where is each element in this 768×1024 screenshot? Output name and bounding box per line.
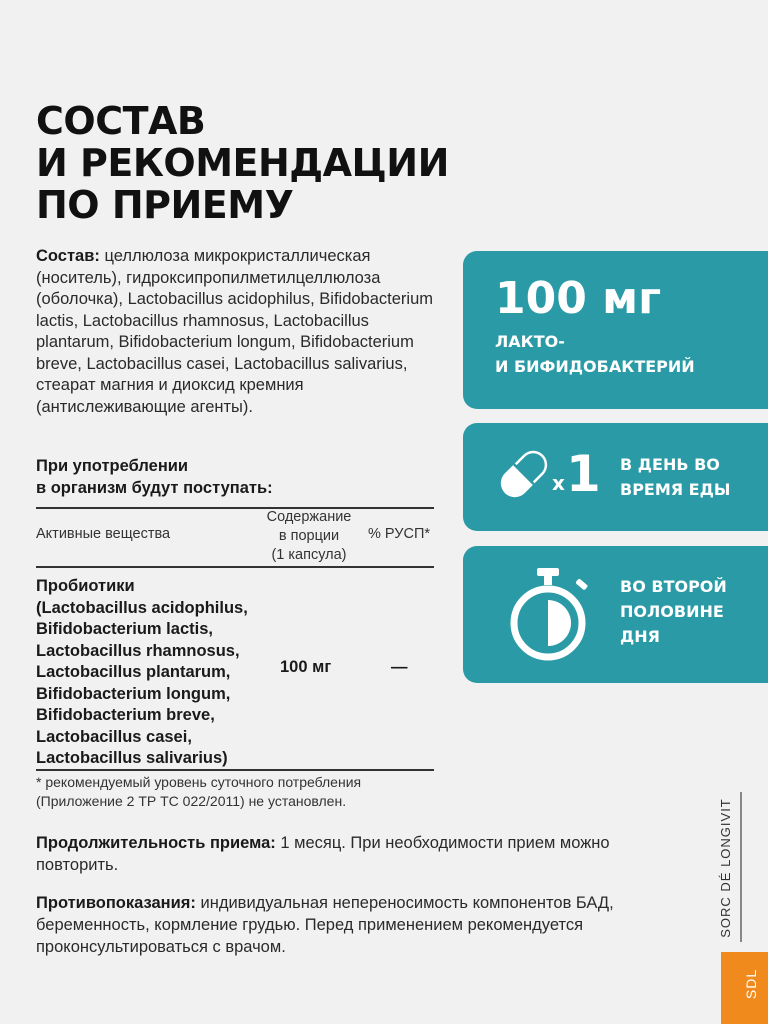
brand-divider [740, 792, 742, 942]
time-caption [620, 574, 727, 649]
header-content [245, 508, 373, 565]
capsule-icon [493, 443, 555, 505]
footnote [36, 773, 436, 811]
header-content-line-3: (1 капсула) [271, 547, 347, 563]
footnote-line-1: * рекомендуемый уровень суточного потребления [36, 774, 362, 790]
table-row-dose: 100 мг [280, 658, 332, 676]
stopwatch-icon [509, 566, 597, 666]
intake-heading-line-2: в организм будут поступать: [36, 478, 273, 497]
duration-label: Продолжительность приема: [36, 834, 276, 852]
dose-card [463, 251, 768, 409]
title-line-3: ПО ПРИЕМУ [36, 183, 294, 227]
intake-heading-line-1: При употреблении [36, 457, 189, 475]
duration-text: 1 месяц. При необходимости прием можно повторить. [36, 834, 610, 874]
time-caption-line-2: ПОЛОВИНЕ [620, 602, 724, 621]
brand-name: SORC DÉ LONGIVIT [718, 798, 733, 938]
row-name-line: Lactobacillus rhamnosus, [36, 641, 240, 660]
header-substances: Активные вещества [36, 526, 171, 542]
row-name-line: Lactobacillus salivarius) [36, 749, 228, 767]
page-title [36, 100, 496, 226]
composition-label: Состав: [36, 247, 100, 265]
dose-value: 100 мг [495, 273, 662, 324]
capsule-caption [620, 452, 730, 502]
row-name-line: Lactobacillus casei, [36, 727, 192, 746]
table-bottom-rule [36, 769, 434, 771]
contraindications-label: Противопоказания: [36, 894, 196, 912]
title-line-2: И РЕКОМЕНДАЦИИ [36, 141, 449, 185]
capsule-card [463, 423, 768, 531]
row-name-line: Bifidobacterium longum, [36, 684, 231, 703]
brand-tag-text: SDL [743, 968, 760, 1000]
capsule-caption-line-1: В ДЕНЬ ВО [620, 455, 720, 474]
dose-caption-line-2: И БИФИДОБАКТЕРИЙ [495, 357, 695, 376]
header-content-line-1: Содержание [266, 509, 352, 525]
footnote-line-2: (Приложение 2 ТР ТС 022/2011) не установлен. [36, 793, 347, 809]
times-sign: x [552, 471, 565, 495]
capsule-caption-line-2: ВРЕМЯ ЕДЫ [620, 480, 731, 499]
row-name-line: Пробиотики [36, 577, 135, 595]
row-name-line: Bifidobacterium breve, [36, 706, 215, 724]
contraindications-paragraph [36, 892, 696, 958]
time-card [463, 546, 768, 683]
table-row-rda: — [391, 658, 408, 676]
row-name-line: Bifidobacterium lactis, [36, 620, 213, 638]
intake-heading [36, 456, 436, 499]
duration-paragraph [36, 832, 696, 876]
row-name-line: (Lactobacillus acidophilus, [36, 598, 248, 617]
row-name-line: Lactobacillus plantarum, [36, 663, 231, 681]
title-line-1: СОСТАВ [36, 99, 206, 143]
dose-caption-line-1: ЛАКТО- [495, 332, 565, 351]
header-rda: % РУСП* [368, 526, 431, 542]
table-top-rule [36, 507, 434, 509]
dose-caption [495, 329, 695, 379]
table-row-name [36, 576, 276, 770]
header-content-line-2: в порции [278, 528, 340, 544]
time-caption-line-3: ДНЯ [620, 627, 660, 646]
capsule-count: 1 [566, 445, 601, 503]
table-header-rule [36, 566, 434, 568]
composition-paragraph [36, 246, 446, 418]
composition-text: целлюлоза микрокристаллическая (носитель), гидроксипропилметилцеллюлоза (оболочка), Lactobacillus acidophilus, Bifidobacterium lactis, Lactobacillus rhamnosus, Lactobacillus plantarum, Bifidobacterium longum, Bifidobacterium breve, Lactobacillus casei, Lactobacillus salivarius, стеарат магния и диоксид кремния (антислеживающие агенты). [36, 247, 433, 416]
time-caption-line-1: ВО ВТОРОЙ [620, 577, 727, 596]
brand-tag [721, 952, 768, 1024]
contraindications-text: индивидуальная непереносимость компонентов БАД, беременность, кормление грудью. Перед применением рекомендуется проконсультироваться с врачом. [36, 894, 614, 956]
